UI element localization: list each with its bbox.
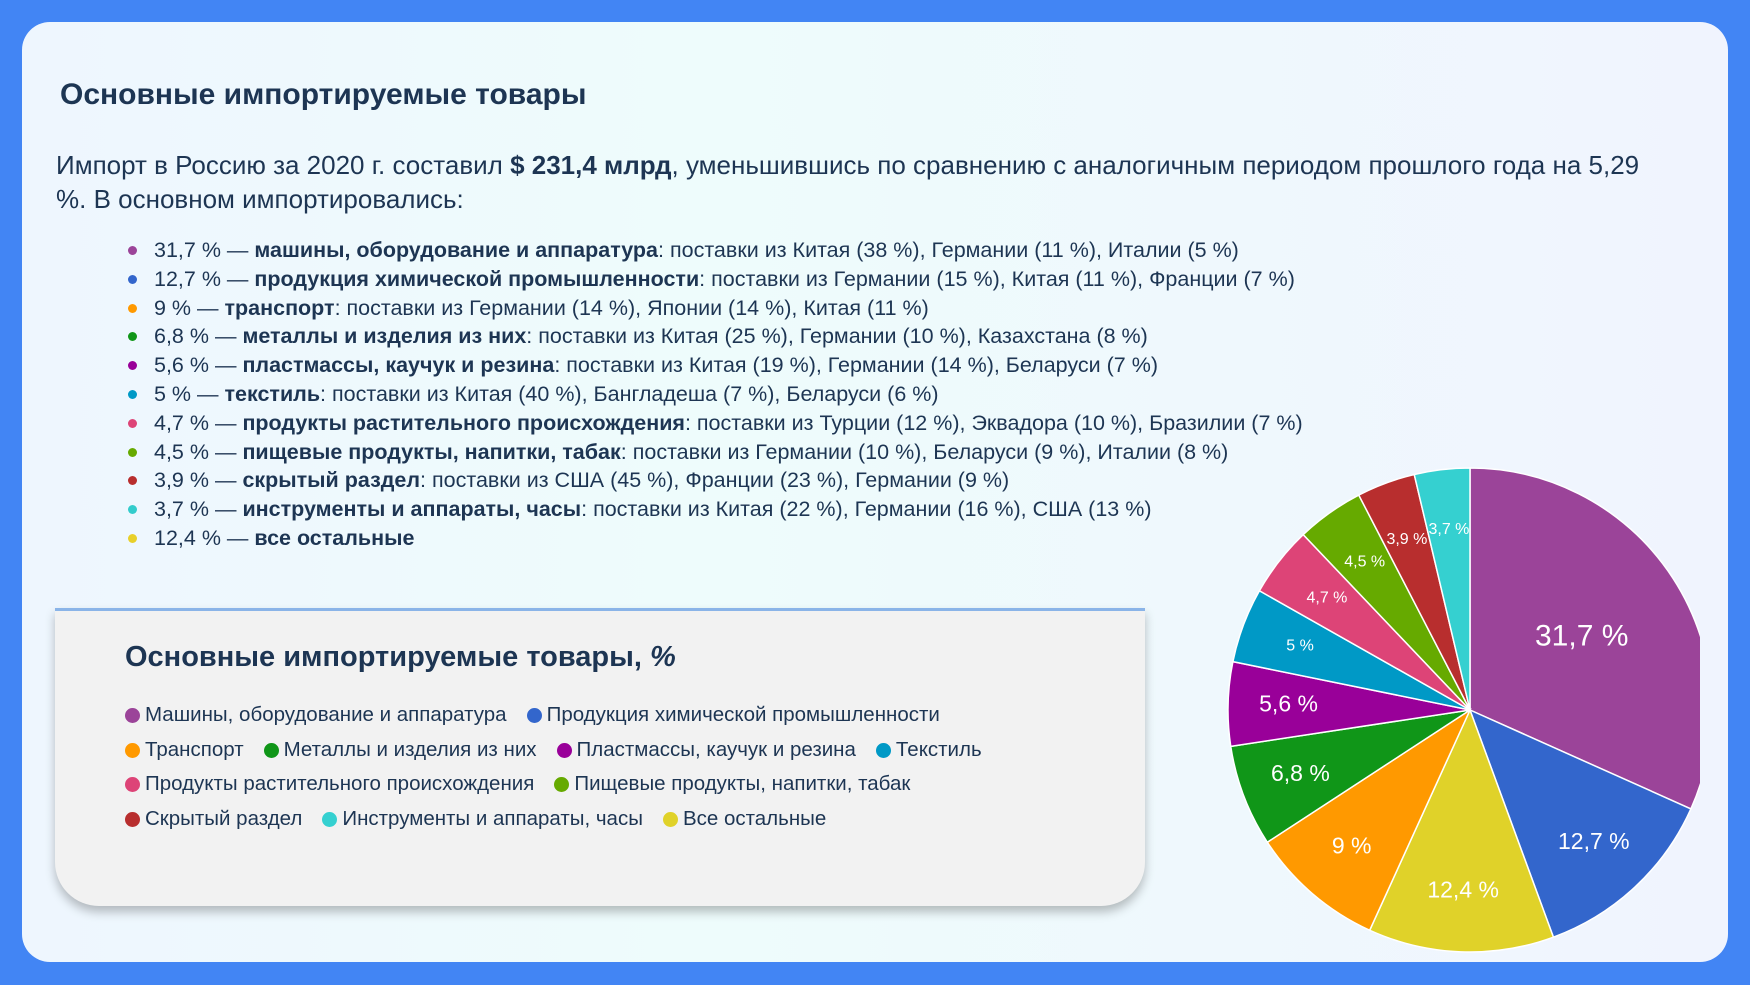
bullet-dot	[128, 246, 137, 255]
import-items-list	[124, 236, 1303, 553]
legend-card	[55, 608, 1145, 906]
item-detail: : поставки из Китая (22 %), Германии (16 %), США (13 %)	[581, 497, 1152, 522]
item-name: все остальные	[254, 525, 415, 550]
bullet-dot	[128, 304, 137, 313]
list-item	[124, 380, 1303, 409]
legend-title-text: Основные импортируемые товары,	[125, 641, 651, 673]
bullet-dot	[128, 275, 137, 284]
pie-data-label: 6,8 %	[1271, 759, 1330, 786]
legend-color-dot	[125, 812, 140, 827]
item-name: скрытый раздел	[242, 468, 421, 493]
item-share: 9 % —	[154, 295, 225, 320]
item-detail: : поставки из Германии (15 %), Китая (11 %), Франции (7 %)	[699, 266, 1295, 291]
legend-entry	[264, 738, 537, 762]
legend-label: Инструменты и аппараты, часы	[342, 807, 643, 830]
item-detail: : поставки из Турции (12 %), Эквадора (10 %), Бразилии (7 %)	[684, 410, 1303, 435]
item-name: машины, оборудование и аппаратура	[254, 238, 659, 262]
list-item	[124, 524, 1303, 553]
list-item	[124, 236, 1303, 265]
item-name: металлы и изделия из них	[242, 324, 527, 349]
legend-color-dot	[264, 743, 279, 758]
legend-title-unit: %	[650, 641, 676, 673]
bullet-dot	[128, 534, 137, 543]
legend-color-dot	[876, 743, 891, 758]
bullet-dot	[128, 419, 137, 428]
item-detail: : поставки из Германии (10 %), Беларуси (9 %), Италии (8 %)	[620, 439, 1229, 464]
intro-text-before: Импорт в Россию за 2020 г. составил	[56, 150, 511, 180]
item-detail: : поставки из Китая (25 %), Германии (10 %), Казахстана (8 %)	[526, 324, 1148, 349]
pie-data-label: 12,4 %	[1427, 876, 1499, 903]
list-item	[124, 322, 1303, 351]
list-item	[124, 438, 1303, 467]
pie-chart	[1220, 463, 1700, 953]
legend-entry	[125, 772, 534, 796]
item-detail: : поставки из Китая (19 %), Германии (14 %), Беларуси (7 %)	[554, 353, 1158, 378]
item-share: 5 % —	[154, 381, 225, 406]
item-share: 4,5 % —	[154, 439, 243, 464]
legend-label: Транспорт	[145, 738, 244, 761]
item-share: 5,6 % —	[154, 353, 243, 378]
legend-color-dot	[554, 777, 569, 792]
legend-entry	[125, 807, 302, 831]
legend-entry	[125, 703, 507, 727]
legend-color-dot	[663, 812, 678, 827]
list-item	[124, 409, 1303, 438]
legend-label: Скрытый раздел	[145, 807, 303, 830]
legend-row	[125, 772, 930, 796]
pie-data-label: 4,5 %	[1344, 553, 1386, 571]
bullet-dot	[128, 361, 137, 370]
pie-data-label: 5,6 %	[1259, 690, 1318, 717]
bullet-dot	[128, 448, 137, 457]
pie-data-label: 3,9 %	[1386, 531, 1428, 549]
legend-label: Пищевые продукты, напитки, табак	[574, 772, 911, 795]
legend-row	[125, 738, 1002, 762]
legend-color-dot	[125, 743, 140, 758]
intro-text-after: , уменьшившись по сравнению с аналогичным периодом прошлого года на 5,29 %. В основном импортировались:	[56, 150, 1640, 214]
legend-label: Все остальные	[682, 807, 827, 830]
item-name: продукция химической промышленности	[254, 266, 700, 291]
item-name: инструменты и аппараты, часы	[242, 497, 582, 522]
legend-label: Металлы и изделия из них	[283, 738, 537, 761]
legend-row	[125, 703, 960, 727]
bullet-dot	[128, 476, 137, 485]
item-share: 3,7 % —	[154, 497, 243, 522]
pie-data-label: 4,7 %	[1306, 589, 1348, 607]
legend-title	[125, 641, 676, 674]
legend-entry	[554, 772, 910, 796]
item-name: пластмассы, каучук и резина	[242, 353, 555, 378]
legend-entry	[527, 703, 940, 727]
list-item	[124, 466, 1303, 495]
list-item	[124, 351, 1303, 380]
pie-data-label: 31,7 %	[1534, 619, 1629, 653]
item-name: пищевые продукты, напитки, табак	[242, 439, 621, 464]
list-item	[124, 294, 1303, 323]
item-detail: : поставки из Китая (38 %), Германии (11 %), Италии (5 %)	[658, 238, 1239, 262]
legend-label: Продукция химической промышленности	[546, 703, 940, 726]
legend-label: Продукты растительного происхождения	[145, 772, 535, 795]
pie-data-label: 3,7 %	[1428, 520, 1470, 538]
legend-color-dot	[557, 743, 572, 758]
bullet-dot	[128, 505, 137, 514]
legend-label: Машины, оборудование и аппаратура	[145, 703, 507, 726]
bullet-dot	[128, 332, 137, 341]
legend-row	[125, 807, 846, 831]
legend-color-dot	[322, 812, 337, 827]
item-share: 31,7 % —	[154, 238, 255, 262]
item-share: 6,8 % —	[154, 324, 243, 349]
import-amount: $ 231,4 млрд	[510, 150, 672, 180]
legend-entry	[663, 807, 826, 831]
item-detail: : поставки из Китая (40 %), Бангладеша (7 %), Беларуси (6 %)	[320, 381, 939, 406]
legend-color-dot	[125, 777, 140, 792]
legend-label: Пластмассы, каучук и резина	[576, 738, 856, 761]
item-share: 4,7 % —	[154, 410, 243, 435]
item-name: продукты растительного происхождения	[242, 410, 685, 435]
item-share: 12,7 % —	[154, 266, 255, 291]
legend-label: Текстиль	[895, 738, 982, 761]
bullet-dot	[128, 390, 137, 399]
intro-paragraph	[56, 148, 1656, 216]
pie-data-label: 5 %	[1286, 637, 1314, 655]
pie-data-label: 12,7 %	[1558, 827, 1630, 854]
list-item	[124, 265, 1303, 294]
item-name: транспорт	[224, 295, 335, 320]
legend-entry	[557, 738, 856, 762]
legend-entry	[876, 738, 982, 762]
legend-color-dot	[527, 708, 542, 723]
legend-color-dot	[125, 708, 140, 723]
item-share: 3,9 % —	[154, 468, 243, 493]
pie-data-label: 9 %	[1331, 832, 1372, 859]
item-share: 12,4 % —	[154, 525, 255, 550]
item-detail: : поставки из США (45 %), Франции (23 %), Германии (9 %)	[420, 468, 1010, 493]
item-detail: : поставки из Германии (14 %), Японии (14 %), Китая (11 %)	[334, 295, 929, 320]
list-item	[124, 495, 1303, 524]
page-title: Основные импортируемые товары	[60, 78, 587, 111]
legend-entry	[125, 738, 244, 762]
legend-entry	[322, 807, 643, 831]
item-name: текстиль	[224, 381, 321, 406]
